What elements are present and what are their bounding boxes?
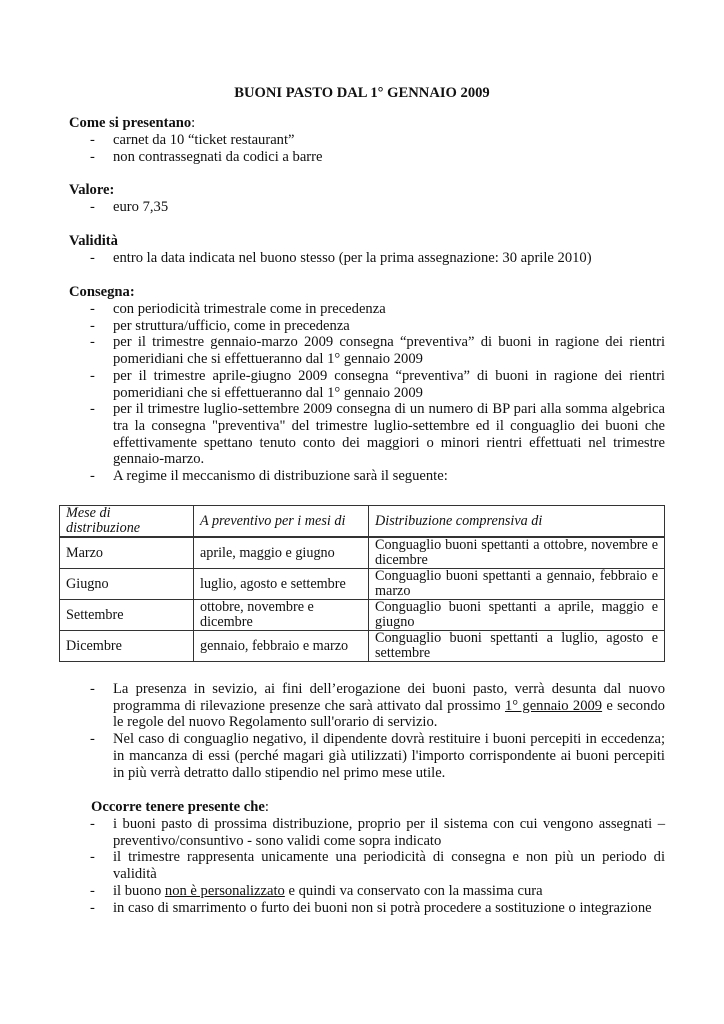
underlined-date: 1° gennaio 2009 [504,697,603,714]
bullet-list [69,816,665,916]
dash-bullet-icon: - [90,250,95,266]
header-cell-mese: Mese di distribuzione [60,506,194,537]
list-item: - carnet da 10 “ticket restaurant” [90,132,295,148]
list-item: - non contrassegnati da codici a barre [90,148,323,165]
table-header-row [60,506,665,537]
section-valore [69,182,665,216]
list-item: - euro 7,35 [90,199,169,215]
header-cell-distribuzione: Distribuzione comprensiva di [369,506,665,537]
underlined-phrase: non è personalizzato [164,882,285,899]
section-post-table [69,681,665,781]
dash-bullet-icon: - [90,882,95,899]
table-row: Marzo aprile, maggio e giugno Conguaglio buoni spettanti a ottobre, novembre e dicembre [60,538,665,569]
list-item: - per struttura/ufficio, come in precedenza [90,317,350,334]
list-item: - La presenza in sevizio, ai fini dell’erogazione dei buoni pasto, verrà desunta dal nuovo programma di rilevazione presenze che sarà attivato dal prossimo 1° gennaio 2009 e secondo le regole del nuovo Regolamento sull'orario di servizio. [90,681,665,731]
section-heading: Validità [69,233,118,249]
distribution-table [59,537,665,662]
dash-bullet-icon: - [90,199,95,215]
section-heading: Come si presentano: [69,115,196,131]
section-presentazione [69,115,665,165]
bullet-list [69,199,665,216]
list-item: - A regime il meccanismo di distribuzione sarà il seguente: [90,468,448,485]
list-item: - per il trimestre luglio-settembre 2009 consegna di un numero di BP pari alla somma algebrica tra la consegna "preventiva" del trimestre luglio-settembre ed il conguaglio dei buoni che effettivamente spettano tenuto conto dei maggiori o minori rientri effettuati nel trimestre gennaio-marzo. [90,401,665,468]
list-item: - per il trimestre gennaio-marzo 2009 consegna “preventiva” di buoni in ragione dei rientri pomeridiani che si effettueranno dal 1° gennaio 2009 [90,334,665,368]
bullet-list [69,681,665,781]
dash-bullet-icon: - [90,148,95,165]
dash-bullet-icon: - [90,816,95,832]
list-item: - Nel caso di conguaglio negativo, il dipendente dovrà restituire i buoni percepiti in eccedenza; in mancanza di essi (perché magari già utilizzati) l'importo corrispondente ai buoni percepiti in più verrà detratto dallo stipendio nel primo mese utile. [90,731,665,781]
dash-bullet-icon: - [90,681,95,697]
bullet-list [69,250,665,267]
dash-bullet-icon: - [90,401,95,418]
bullet-list [69,301,665,485]
list-item: - il buono non è personalizzato e quindi va conservato con la massima cura [90,882,543,899]
dash-bullet-icon: - [90,367,95,384]
section-heading: Valore: [69,182,115,198]
list-item: - entro la data indicata nel buono stesso (per la prima assegnazione: 30 aprile 2010) [90,250,592,266]
table-row: Dicembre gennaio, febbraio e marzo Conguaglio buoni spettanti a luglio, agosto e settembre [60,631,665,662]
section-heading: Consegna: [69,284,135,300]
dash-bullet-icon: - [90,334,95,351]
header-cell-preventivo: A preventivo per i mesi di [194,506,369,537]
section-heading: Occorre tenere presente che: [91,799,269,815]
table-row: Settembre ottobre, novembre e dicembre Conguaglio buoni spettanti a aprile, maggio e giugno [60,600,665,631]
distribution-table-header [59,505,665,537]
list-item: - con periodicità trimestrale come in precedenza [90,301,386,317]
document-title: BUONI PASTO DAL 1° GENNAIO 2009 [234,85,490,101]
section-validita [69,233,665,267]
dash-bullet-icon: - [90,731,95,748]
table-row: Giugno luglio, agosto e settembre Conguaglio buoni spettanti a gennaio, febbraio e marzo [60,569,665,600]
dash-bullet-icon: - [90,849,95,866]
list-item: - i buoni pasto di prossima distribuzione, proprio per il sistema con cui vengono assegnati – preventivo/consuntivo - sono validi come sopra indicato [90,816,665,849]
list-item: - per il trimestre aprile-giugno 2009 consegna “preventiva” di buoni in ragione dei rientri pomeridiani che si effettueranno dal 1° gennaio 2009 [90,367,665,401]
list-item: - il trimestre rappresenta unicamente una periodicità di consegna e non più un periodo di validità [90,849,665,883]
list-item: - in caso di smarrimento o furto dei buoni non si potrà procedere a sostituzione o integrazione [90,899,652,916]
section-occorre [69,799,665,916]
dash-bullet-icon: - [90,301,95,317]
dash-bullet-icon: - [90,468,95,485]
section-consegna [69,284,665,485]
dash-bullet-icon: - [90,899,95,916]
bullet-list [69,132,665,165]
dash-bullet-icon: - [90,132,95,148]
dash-bullet-icon: - [90,317,95,334]
